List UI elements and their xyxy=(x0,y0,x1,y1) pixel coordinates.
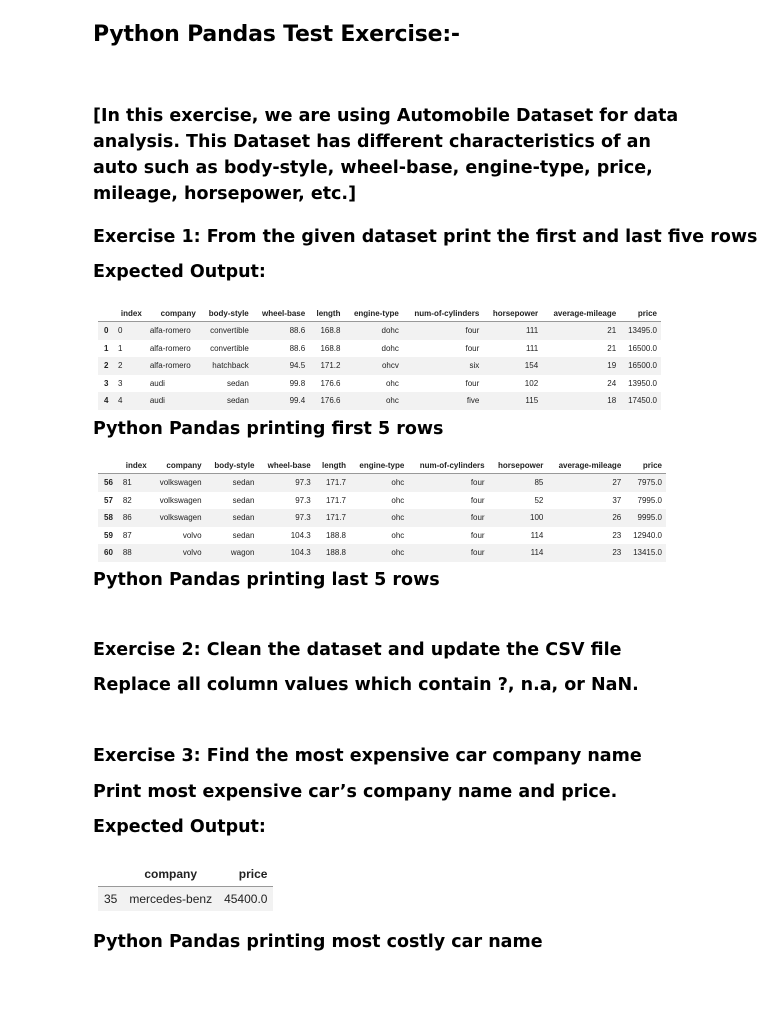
table-cell: 16500.0 xyxy=(628,343,657,353)
column-header: num-of-cylinders xyxy=(408,457,488,474)
table-cell: four xyxy=(470,495,485,505)
row-index: 2 xyxy=(98,357,114,375)
row-index: 57 xyxy=(104,495,113,505)
column-header: length xyxy=(315,457,350,474)
exercise-1-heading: Exercise 1: From the given dataset print the first and last five rows xyxy=(93,227,758,247)
column-header: average-mileage xyxy=(542,305,620,322)
table-cell: 13415.0 xyxy=(625,544,666,562)
table-header-row xyxy=(98,457,666,474)
table-cell: 104.3 xyxy=(258,544,314,562)
table-row xyxy=(98,340,661,358)
column-header xyxy=(98,862,123,887)
table-cell: four xyxy=(403,322,483,340)
table-cell: 7995.0 xyxy=(637,495,662,505)
column-header: length xyxy=(309,305,344,322)
page-title: Python Pandas Test Exercise:- xyxy=(93,22,460,47)
table-cell: 13950.0 xyxy=(628,378,657,388)
table-row xyxy=(98,322,661,340)
table-cell: 97.3 xyxy=(258,509,314,527)
table-row xyxy=(98,492,666,510)
table-cell: 154 xyxy=(483,357,542,375)
table-cell: 82 xyxy=(122,495,132,505)
row-index: 58 xyxy=(98,509,119,527)
table-row xyxy=(98,527,666,545)
table-cell: 3 xyxy=(117,378,123,388)
table-cell: 171.7 xyxy=(325,495,347,505)
row-index: 59 xyxy=(104,530,113,540)
table-cell: alfa-romero xyxy=(146,357,200,375)
table-cell: four xyxy=(465,378,480,388)
table-cell: 52 xyxy=(534,495,544,505)
table-row xyxy=(98,887,273,912)
column-header xyxy=(98,305,114,322)
last-rows-caption: Python Pandas printing last 5 rows xyxy=(93,570,440,590)
table-cell: volkswagen xyxy=(159,495,202,505)
table-cell: 88 xyxy=(119,544,151,562)
table-cell: hatchback xyxy=(200,357,253,375)
row-index: 0 xyxy=(98,322,114,340)
table-cell: 19 xyxy=(542,357,620,375)
table-cell: ohc xyxy=(385,378,399,388)
table-cell: 99.8 xyxy=(289,378,306,388)
table-cell: four xyxy=(408,474,488,492)
row-index: 1 xyxy=(104,343,109,353)
table-cell: volkswagen xyxy=(151,509,206,527)
table-cell: ohc xyxy=(350,474,408,492)
column-header: num-of-cylinders xyxy=(403,305,483,322)
table-cell: 9995.0 xyxy=(625,509,666,527)
last-rows-table xyxy=(98,457,666,562)
table-cell: convertible xyxy=(200,322,253,340)
table-cell: 176.6 xyxy=(320,378,341,388)
table-cell: 114 xyxy=(489,544,548,562)
table-cell: 171.7 xyxy=(315,474,350,492)
exercise-2-text: Replace all column values which contain ?, n.a, or NaN. xyxy=(93,675,639,695)
table-cell: mercedes-benz xyxy=(123,887,218,912)
table-cell: audi xyxy=(146,392,200,410)
table-cell: 97.3 xyxy=(258,474,314,492)
table-cell: 114 xyxy=(530,530,544,540)
table-cell: sedan xyxy=(232,530,255,540)
row-index: 3 xyxy=(104,378,109,388)
row-index: 56 xyxy=(98,474,119,492)
column-header: index xyxy=(119,457,151,474)
row-index: 4 xyxy=(98,392,114,410)
column-header: price xyxy=(218,862,273,887)
column-header: wheel-base xyxy=(258,457,314,474)
column-header: wheel-base xyxy=(253,305,309,322)
table-cell: 171.2 xyxy=(309,357,344,375)
table-cell: dohc xyxy=(344,322,402,340)
first-rows-caption: Python Pandas printing first 5 rows xyxy=(93,419,444,439)
table-cell: sedan xyxy=(226,378,249,388)
table-cell: 13495.0 xyxy=(620,322,661,340)
table-cell: ohc xyxy=(391,495,405,505)
table-cell: 17450.0 xyxy=(620,392,661,410)
table-cell: alfa-romero xyxy=(146,322,200,340)
table-cell: 102 xyxy=(524,378,539,388)
table-cell: 100 xyxy=(489,509,548,527)
table-cell: alfa-romero xyxy=(149,343,191,353)
table-cell: 23 xyxy=(547,544,625,562)
table-cell: volvo xyxy=(151,544,206,562)
exercise-3-text: Print most expensive car’s company name and price. xyxy=(93,782,618,802)
table-row xyxy=(98,544,666,562)
column-header: engine-type xyxy=(350,457,408,474)
table-cell: 88.6 xyxy=(289,343,306,353)
most-expensive-table xyxy=(98,862,273,911)
table-cell: 7975.0 xyxy=(625,474,666,492)
table-cell: 87 xyxy=(122,530,132,540)
table-row xyxy=(98,392,661,410)
row-index: 60 xyxy=(98,544,119,562)
table-cell: 99.4 xyxy=(253,392,309,410)
table-cell: 94.5 xyxy=(253,357,309,375)
table-cell: 21 xyxy=(542,322,620,340)
table-cell: ohc xyxy=(350,544,408,562)
table-cell: 104.3 xyxy=(290,530,311,540)
table-cell: ohcv xyxy=(344,357,402,375)
intro-paragraph: [In this exercise, we are using Automobile Dataset for data analysis. This Dataset has different characteristics of an auto such as body-style, wheel-base, engine-type, price, mileage, horsepower, etc.] xyxy=(93,106,679,204)
exercise-2-heading: Exercise 2: Clean the dataset and update the CSV file xyxy=(93,640,622,660)
table-cell: six xyxy=(403,357,483,375)
table-cell: convertible xyxy=(210,343,249,353)
table-cell: 88.6 xyxy=(253,322,309,340)
table-cell: 168.8 xyxy=(320,343,341,353)
table-cell: 12940.0 xyxy=(633,530,662,540)
table-cell: 111 xyxy=(483,322,542,340)
column-header: body-style xyxy=(200,305,253,322)
table-cell: four xyxy=(408,544,488,562)
table-cell: 24 xyxy=(607,378,617,388)
table-cell: 45400.0 xyxy=(218,887,273,912)
table-cell: ohc xyxy=(391,530,405,540)
table-cell: wagon xyxy=(206,544,259,562)
table-cell: 81 xyxy=(119,474,151,492)
column-header: horsepower xyxy=(489,457,548,474)
column-header: price xyxy=(620,305,661,322)
table-cell: 21 xyxy=(607,343,617,353)
column-header: price xyxy=(625,457,666,474)
table-row xyxy=(98,375,661,393)
table-row xyxy=(98,509,666,527)
table-header-row xyxy=(98,862,273,887)
table-cell: 2 xyxy=(114,357,146,375)
exercise-1-expected-label: Expected Output: xyxy=(93,262,266,282)
table-cell: 111 xyxy=(525,343,539,353)
table-cell: sedan xyxy=(206,474,259,492)
table-cell: 115 xyxy=(483,392,542,410)
table-cell: audi xyxy=(149,378,165,388)
table-cell: 23 xyxy=(612,530,622,540)
table-cell: sedan xyxy=(200,392,253,410)
column-header: horsepower xyxy=(483,305,542,322)
table-cell: four xyxy=(465,343,480,353)
table-cell: 86 xyxy=(119,509,151,527)
column-header: average-mileage xyxy=(547,457,625,474)
table-row xyxy=(98,474,666,492)
table-cell: five xyxy=(403,392,483,410)
table-cell: 35 xyxy=(98,887,123,912)
table-cell: 188.8 xyxy=(325,530,347,540)
table-cell: 18 xyxy=(542,392,620,410)
column-header: index xyxy=(114,305,146,322)
exercise-3-heading: Exercise 3: Find the most expensive car company name xyxy=(93,746,642,766)
column-header: company xyxy=(151,457,206,474)
first-rows-table xyxy=(98,305,661,410)
table-cell: four xyxy=(470,530,485,540)
table-cell: 1 xyxy=(117,343,123,353)
table-cell: volkswagen xyxy=(151,474,206,492)
table-cell: 16500.0 xyxy=(620,357,661,375)
table-cell: dohc xyxy=(381,343,399,353)
table-cell: 27 xyxy=(547,474,625,492)
table-cell: sedan xyxy=(232,495,255,505)
table-header-row xyxy=(98,305,661,322)
column-header: engine-type xyxy=(344,305,402,322)
table-cell: 188.8 xyxy=(315,544,350,562)
table-cell: four xyxy=(408,509,488,527)
column-header: company xyxy=(123,862,218,887)
most-expensive-caption: Python Pandas printing most costly car name xyxy=(93,932,543,952)
column-header: company xyxy=(146,305,200,322)
table-cell: 0 xyxy=(114,322,146,340)
table-cell: volvo xyxy=(182,530,202,540)
table-cell: 171.7 xyxy=(315,509,350,527)
table-cell: 97.3 xyxy=(295,495,311,505)
table-cell: ohc xyxy=(350,509,408,527)
table-cell: 168.8 xyxy=(309,322,344,340)
table-row xyxy=(98,357,661,375)
table-cell: sedan xyxy=(206,509,259,527)
table-cell: 85 xyxy=(489,474,548,492)
table-cell: 26 xyxy=(547,509,625,527)
table-cell: 37 xyxy=(612,495,622,505)
table-cell: ohc xyxy=(344,392,402,410)
table-cell: 176.6 xyxy=(309,392,344,410)
table-cell: 4 xyxy=(114,392,146,410)
column-header: body-style xyxy=(206,457,259,474)
column-header xyxy=(98,457,119,474)
exercise-3-expected-label: Expected Output: xyxy=(93,817,266,837)
